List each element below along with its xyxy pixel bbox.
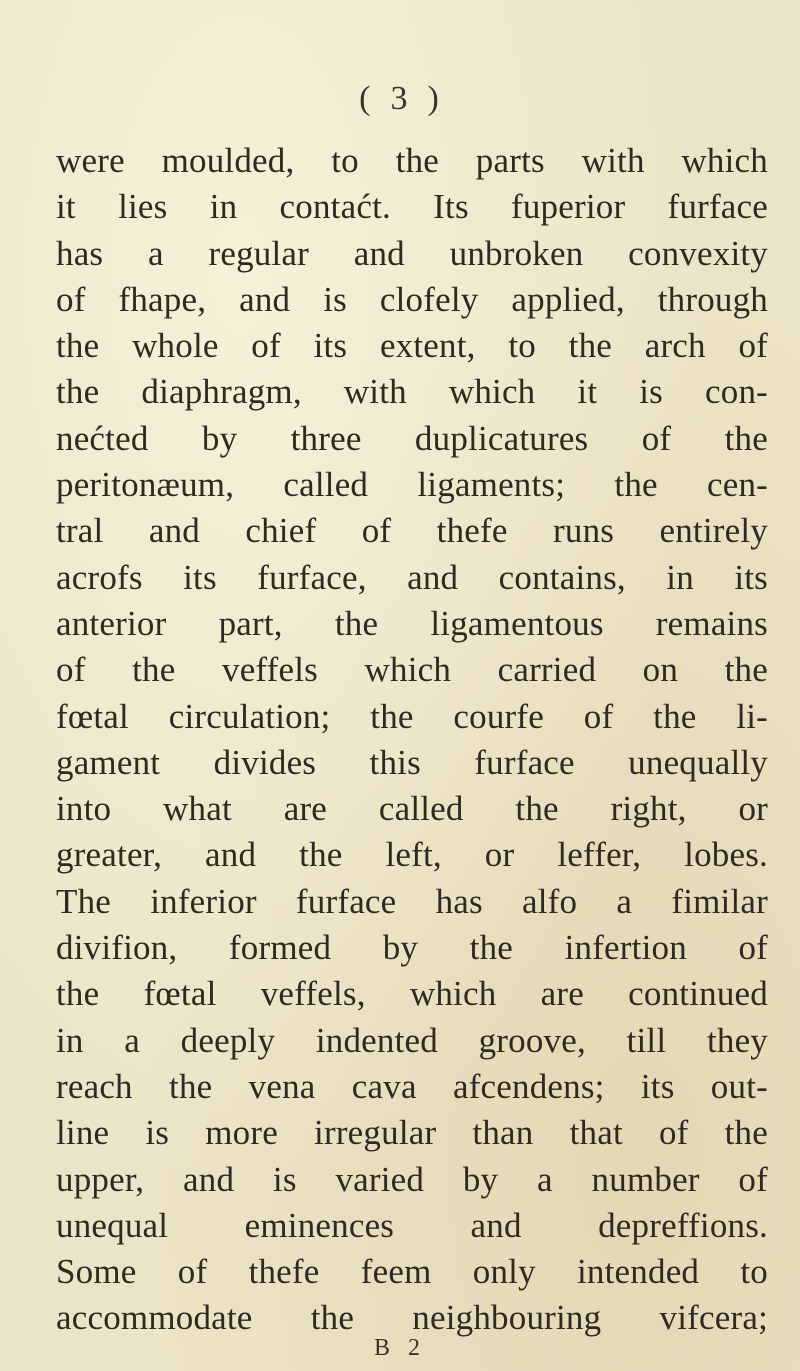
text-line: tral and chief of thefe runs entirely (56, 511, 768, 551)
body-text (56, 138, 768, 1342)
text-line: line is more irregular than that of the (56, 1113, 768, 1153)
text-line: anterior part, the ligamentous remains (56, 603, 768, 643)
text-line: Some of thefe feem only intended to (56, 1252, 768, 1292)
text-line: of fhape, and is clofely applied, through (56, 279, 768, 319)
text-line: the diaphragm, with which it is con- (56, 372, 768, 412)
text-line: in a deeply indented groove, till they (56, 1020, 768, 1060)
page-number: 3 (390, 80, 410, 117)
text-line: the fœtal veffels, which are continued (56, 974, 768, 1014)
text-line: unequal eminences and depreffions. (56, 1205, 768, 1245)
header-left-paren: ( (359, 80, 373, 117)
text-line: the whole of its extent, to the arch of (56, 326, 768, 366)
header-right-paren: ) (427, 80, 441, 117)
text-line: has a regular and unbroken convexity (56, 233, 768, 273)
text-line: The inferior furface has alfo a fimilar (56, 881, 768, 921)
text-line: divifion, formed by the infertion of (56, 928, 768, 968)
text-line: fœtal circulation; the courfe of the li- (56, 696, 768, 736)
text-line: greater, and the left, or leffer, lobes. (56, 835, 768, 875)
text-line: of the veffels which carried on the (56, 650, 768, 690)
text-line: acrofs its furface, and contains, in its (56, 557, 768, 597)
text-line: were moulded, to the parts with which (56, 141, 768, 180)
text-line: upper, and is varied by a number of (56, 1159, 768, 1199)
text-line: reach the vena cava afcendens; its out- (56, 1066, 768, 1106)
text-line: peritonæum, called ligaments; the cen- (56, 465, 768, 505)
text-line: it lies in contaćt. Its fuperior furface (56, 187, 768, 227)
signature-mark: B 2 (373, 1335, 426, 1361)
text-line: into what are called the right, or (56, 789, 768, 829)
text-line: nećted by three duplicatures of the (56, 418, 768, 458)
page-header (0, 80, 800, 118)
text-line: gament divides this furface unequally (56, 742, 768, 782)
text-line: accommodate the neighbouring vifcera; (56, 1298, 768, 1338)
